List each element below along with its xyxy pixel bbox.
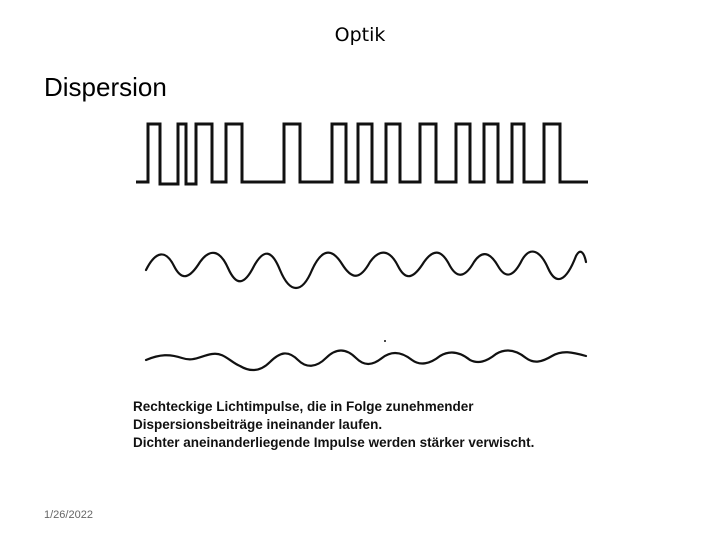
- slide-title: Dispersion: [44, 72, 167, 102]
- dispersion-diagram-svg: [120, 110, 600, 390]
- dispersed-wave-moderate: [146, 252, 586, 288]
- square-pulse-train: [136, 124, 588, 184]
- footer-date: 1/26/2022: [44, 509, 93, 521]
- dispersed-wave-strong: [146, 351, 586, 371]
- caption-line: Rechteckige Lichtimpulse, die in Folge zunehmender: [133, 399, 474, 414]
- stray-dot: [384, 340, 386, 342]
- caption-line: Dispersionsbeiträge ineinander laufen.: [133, 417, 383, 432]
- header-title: Optik: [334, 24, 386, 46]
- diagram-caption: [133, 398, 613, 452]
- caption-line: Dichter aneinanderliegende Impulse werden stärker verwischt.: [133, 435, 535, 450]
- dispersion-diagram: [120, 110, 600, 390]
